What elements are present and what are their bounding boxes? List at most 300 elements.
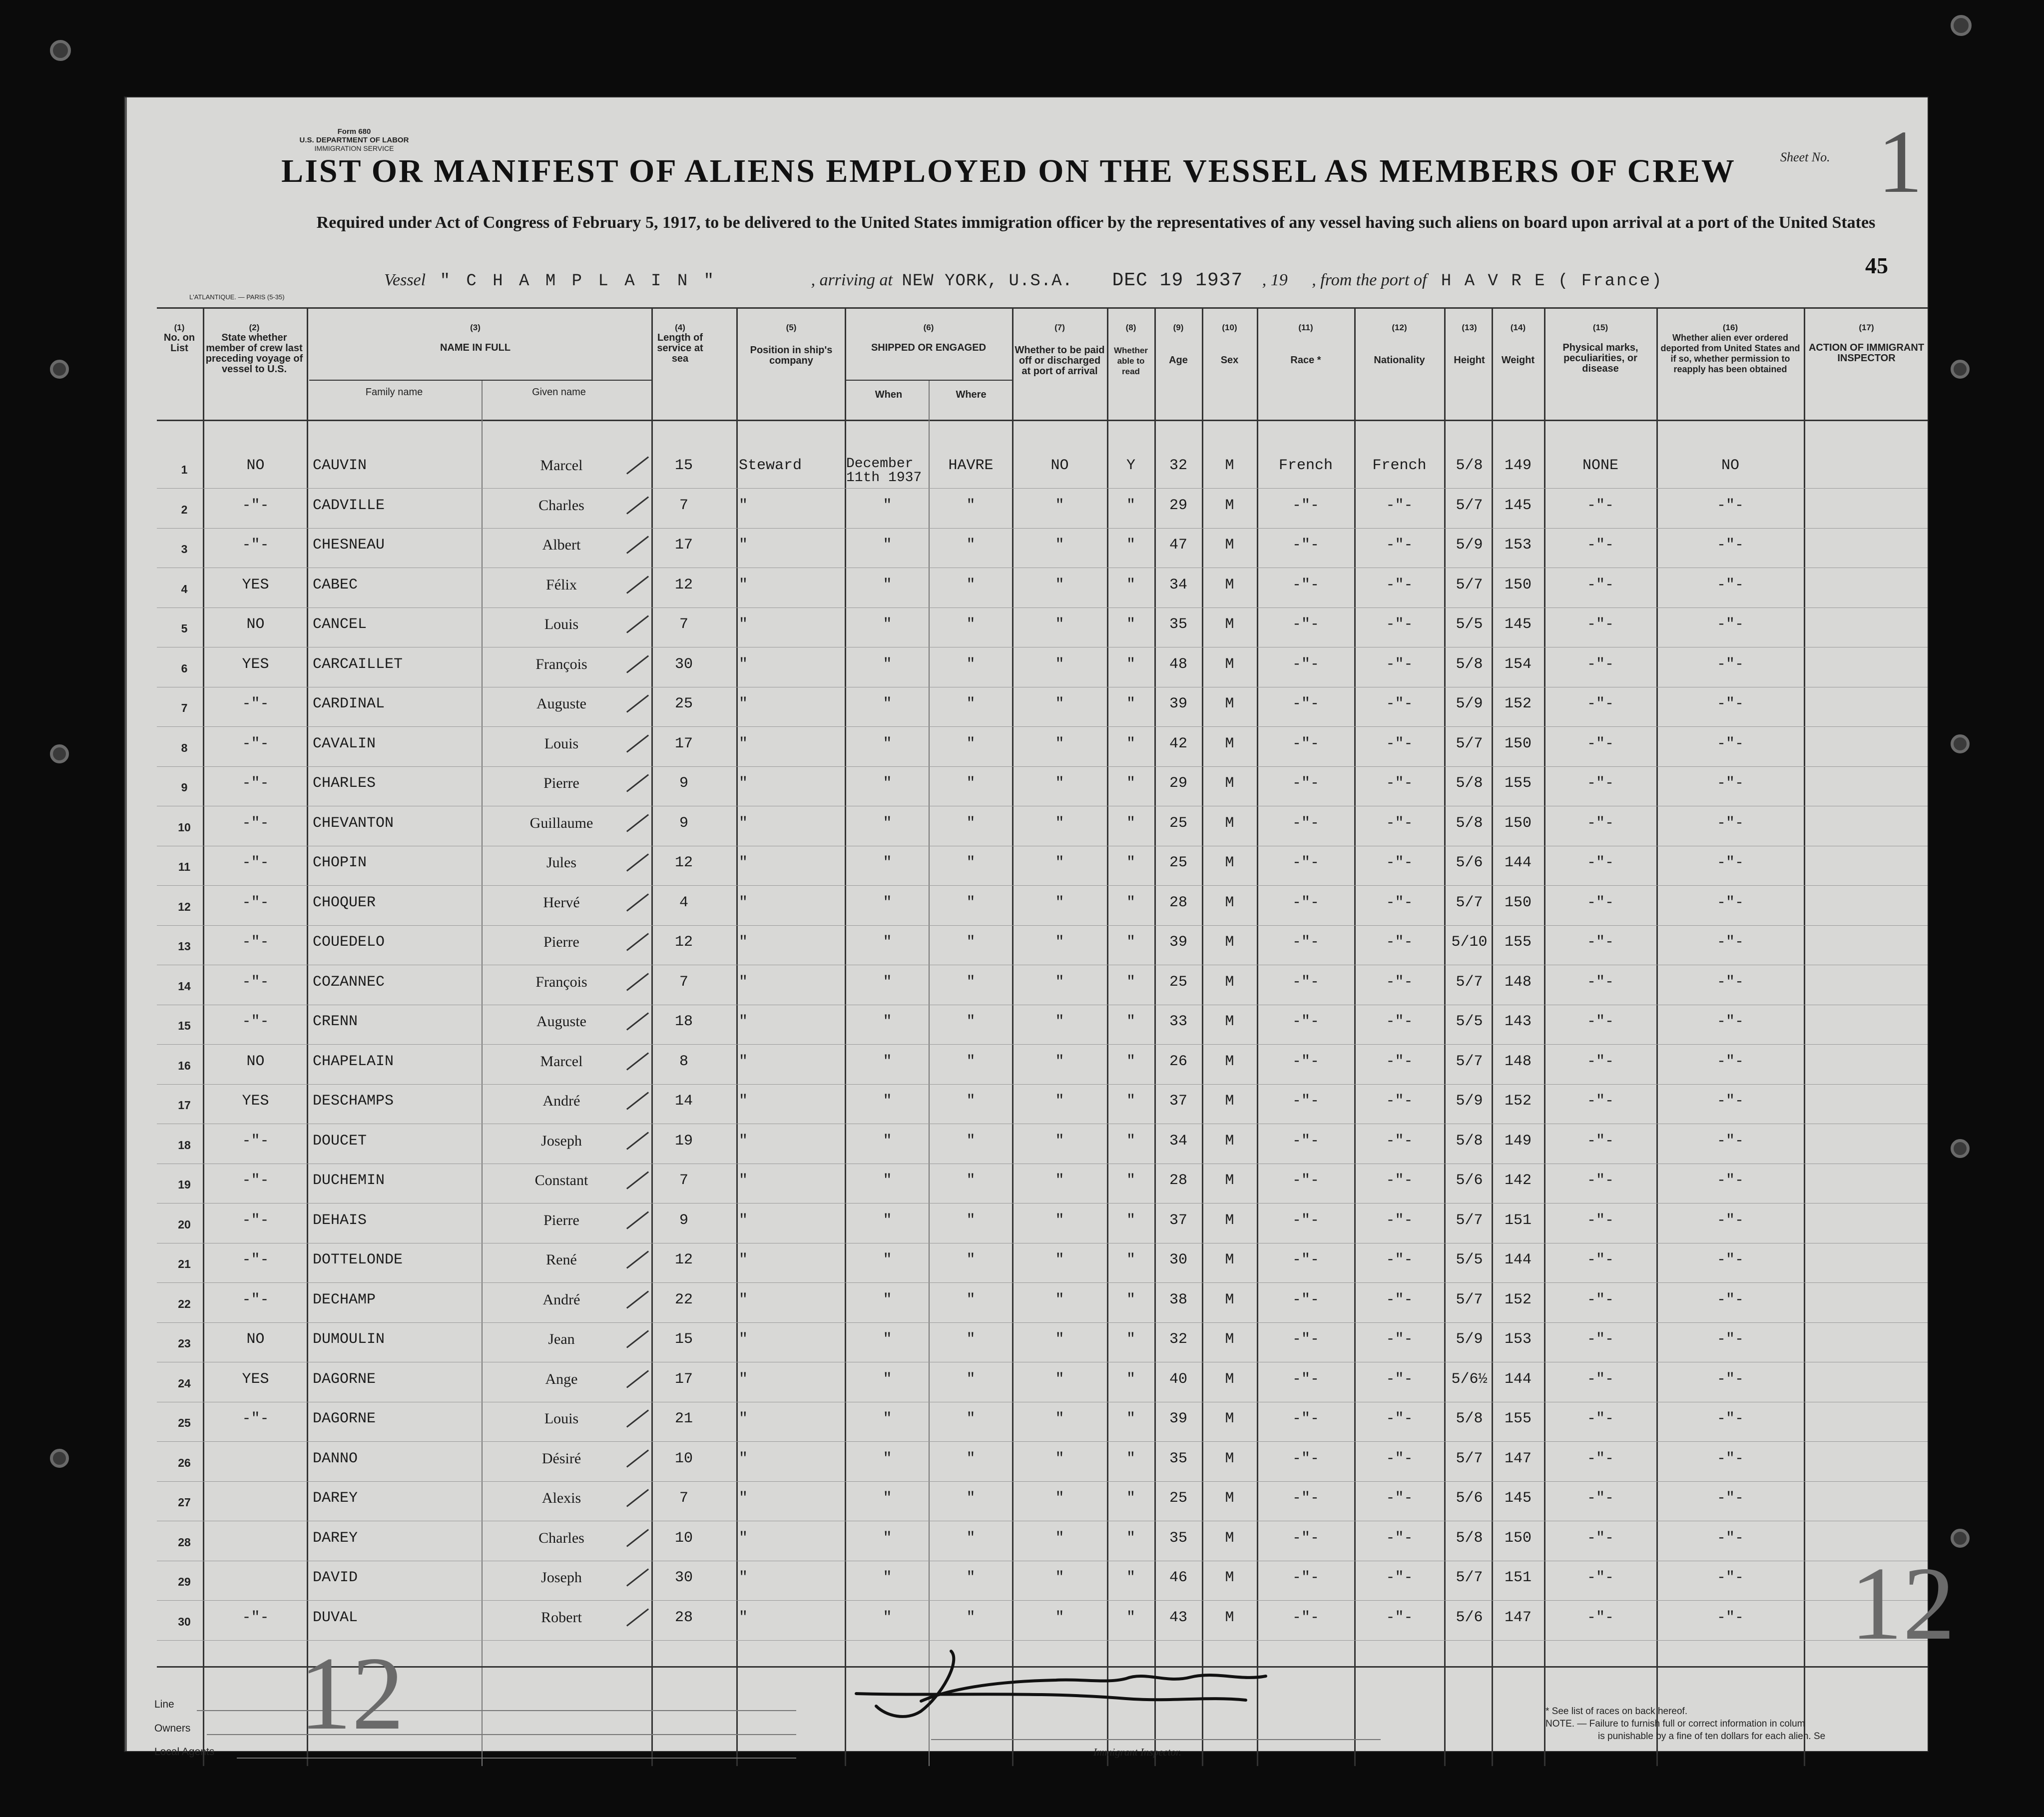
position-cell: " bbox=[739, 1410, 748, 1427]
given-name-cell: André bbox=[542, 1093, 580, 1109]
engaged-when-cell: " bbox=[883, 1211, 892, 1229]
engaged-where-cell: " bbox=[966, 1569, 976, 1586]
height-cell: 5/7 bbox=[1456, 735, 1483, 752]
nationality-cell: -"- bbox=[1386, 1370, 1413, 1388]
deported-cell: -"- bbox=[1716, 934, 1744, 951]
physical-marks-cell: -"- bbox=[1586, 655, 1614, 673]
paid-off-cell: " bbox=[1055, 655, 1064, 673]
given-name-cell: Jean bbox=[548, 1331, 575, 1347]
service-length-cell: 7 bbox=[679, 973, 688, 991]
physical-marks-cell: NONE bbox=[1582, 457, 1618, 474]
service-length-cell: 18 bbox=[674, 1013, 693, 1030]
row-number: 8 bbox=[181, 741, 188, 754]
row-number: 19 bbox=[178, 1178, 191, 1191]
family-name-header: Family name bbox=[365, 387, 423, 398]
age-cell: 35 bbox=[1169, 1450, 1187, 1467]
able-to-read-cell: " bbox=[1126, 735, 1135, 752]
prev-voyage-cell: -"- bbox=[242, 1172, 269, 1189]
deported-cell: -"- bbox=[1716, 497, 1744, 514]
paid-off-cell: " bbox=[1055, 1093, 1064, 1110]
age-cell: 25 bbox=[1169, 1490, 1187, 1507]
nationality-cell: -"- bbox=[1386, 1490, 1413, 1507]
weight-cell: 145 bbox=[1504, 1490, 1532, 1507]
row-number: 29 bbox=[178, 1575, 191, 1588]
race-cell: -"- bbox=[1292, 1172, 1319, 1189]
family-name-cell: DANNO bbox=[313, 1450, 358, 1467]
service-length-cell: 12 bbox=[674, 934, 693, 951]
engaged-when-cell: " bbox=[883, 854, 892, 871]
able-to-read-cell: " bbox=[1126, 1251, 1135, 1268]
able-to-read-cell: Y bbox=[1126, 457, 1135, 474]
family-name-cell: CHAPELAIN bbox=[313, 1053, 394, 1070]
physical-marks-cell: -"- bbox=[1586, 1410, 1614, 1427]
prev-voyage-cell: -"- bbox=[242, 1211, 269, 1229]
physical-marks-cell: -"- bbox=[1586, 1172, 1614, 1189]
prev-voyage-cell: NO bbox=[246, 1053, 265, 1070]
service-length-cell: 17 bbox=[674, 537, 693, 554]
row-divider bbox=[157, 607, 1928, 608]
paid-off-cell: " bbox=[1055, 1370, 1064, 1388]
col-8-header: (8) Whether able to read bbox=[1114, 323, 1148, 376]
service-length-cell: 7 bbox=[679, 1172, 688, 1189]
engaged-when-cell: " bbox=[883, 1251, 892, 1268]
engaged-when-cell: " bbox=[883, 894, 892, 911]
height-cell: 5/7 bbox=[1456, 1053, 1483, 1070]
physical-marks-cell: -"- bbox=[1586, 1211, 1614, 1229]
paid-off-cell: " bbox=[1055, 1410, 1064, 1427]
family-name-cell: DUVAL bbox=[313, 1609, 358, 1626]
engaged-where-cell: " bbox=[966, 814, 976, 832]
punch-hole bbox=[1951, 15, 1972, 36]
nationality-cell: -"- bbox=[1386, 814, 1413, 832]
sex-cell: M bbox=[1225, 457, 1234, 474]
note-races: * See list of races on back hereof. bbox=[1545, 1706, 1688, 1717]
given-name-cell: André bbox=[542, 1291, 580, 1308]
paid-off-cell: " bbox=[1055, 934, 1064, 951]
sex-cell: M bbox=[1225, 616, 1234, 633]
sex-cell: M bbox=[1225, 1490, 1234, 1507]
race-cell: French bbox=[1278, 457, 1333, 474]
col-1-header: (1) No. on List bbox=[163, 323, 195, 354]
deported-cell: -"- bbox=[1716, 537, 1744, 554]
physical-marks-cell: -"- bbox=[1586, 1450, 1614, 1467]
position-cell: " bbox=[739, 1370, 748, 1388]
age-cell: 35 bbox=[1169, 616, 1187, 633]
row-number: 20 bbox=[178, 1217, 191, 1231]
able-to-read-cell: " bbox=[1126, 1132, 1135, 1150]
row-number: 1 bbox=[181, 463, 188, 476]
physical-marks-cell: -"- bbox=[1586, 854, 1614, 871]
paid-off-cell: " bbox=[1055, 1211, 1064, 1229]
prev-voyage-cell: -"- bbox=[242, 695, 269, 712]
paid-off-cell: " bbox=[1055, 576, 1064, 594]
physical-marks-cell: -"- bbox=[1586, 1053, 1614, 1070]
family-name-cell: CHARLES bbox=[313, 775, 376, 792]
punch-hole bbox=[50, 744, 69, 763]
height-cell: 5/9 bbox=[1456, 537, 1483, 554]
age-cell: 32 bbox=[1169, 1331, 1187, 1348]
prev-voyage-cell: NO bbox=[246, 457, 265, 474]
race-cell: -"- bbox=[1292, 1529, 1319, 1547]
given-name-cell: Pierre bbox=[543, 934, 579, 950]
engaged-when-cell: " bbox=[883, 1450, 892, 1467]
physical-marks-cell: -"- bbox=[1586, 1013, 1614, 1030]
owners-label: Owners bbox=[154, 1723, 191, 1734]
given-name-cell: Louis bbox=[544, 735, 579, 752]
age-cell: 25 bbox=[1169, 973, 1187, 991]
family-name-cell: DUCHEMIN bbox=[313, 1172, 385, 1189]
age-cell: 28 bbox=[1169, 1172, 1187, 1189]
physical-marks-cell: -"- bbox=[1586, 775, 1614, 792]
weight-cell: 149 bbox=[1504, 1132, 1532, 1150]
row-number: 7 bbox=[181, 701, 188, 714]
position-cell: " bbox=[739, 1172, 748, 1189]
physical-marks-cell: -"- bbox=[1586, 1370, 1614, 1388]
weight-cell: 155 bbox=[1504, 1410, 1532, 1427]
engaged-where-cell: " bbox=[966, 934, 976, 951]
race-cell: -"- bbox=[1292, 1211, 1319, 1229]
engaged-when-cell: " bbox=[883, 1053, 892, 1070]
able-to-read-cell: " bbox=[1126, 1013, 1135, 1030]
deported-cell: -"- bbox=[1716, 894, 1744, 911]
engaged-when-cell: " bbox=[883, 973, 892, 991]
service-length-cell: 22 bbox=[674, 1291, 693, 1308]
col-4-header: (4) Length of service at sea bbox=[657, 323, 703, 364]
family-name-cell: DECHAMP bbox=[313, 1291, 376, 1308]
height-cell: 5/6½ bbox=[1451, 1370, 1488, 1388]
engaged-where-cell: " bbox=[966, 1450, 976, 1467]
physical-marks-cell: -"- bbox=[1586, 1331, 1614, 1348]
row-divider bbox=[157, 885, 1928, 886]
position-cell: " bbox=[739, 616, 748, 633]
row-number: 30 bbox=[178, 1615, 191, 1628]
sex-cell: M bbox=[1225, 775, 1234, 792]
service-length-cell: 7 bbox=[679, 497, 688, 514]
engaged-where-cell: HAVRE bbox=[948, 457, 994, 474]
prev-voyage-cell: -"- bbox=[242, 814, 269, 832]
physical-marks-cell: -"- bbox=[1586, 616, 1614, 633]
paid-off-cell: " bbox=[1055, 973, 1064, 991]
sex-cell: M bbox=[1225, 695, 1234, 712]
height-cell: 5/6 bbox=[1456, 1490, 1483, 1507]
engaged-when-cell: " bbox=[883, 1490, 892, 1507]
service-length-cell: 19 bbox=[674, 1132, 693, 1150]
paid-off-cell: " bbox=[1055, 1490, 1064, 1507]
col-13-header: (13) Height bbox=[1454, 323, 1485, 366]
nationality-cell: -"- bbox=[1386, 1291, 1413, 1308]
paid-off-cell: " bbox=[1055, 1291, 1064, 1308]
row-number: 21 bbox=[178, 1257, 191, 1270]
given-name-cell: François bbox=[535, 973, 587, 990]
where-header: Where bbox=[956, 389, 987, 400]
service-length-cell: 7 bbox=[679, 1490, 688, 1507]
form-header bbox=[292, 127, 417, 153]
col-15-header: (15) Physical marks, peculiarities, or disease bbox=[1562, 323, 1638, 374]
position-cell: " bbox=[739, 1450, 748, 1467]
height-cell: 5/7 bbox=[1456, 894, 1483, 911]
family-name-cell: CABEC bbox=[313, 576, 358, 594]
race-cell: -"- bbox=[1292, 894, 1319, 911]
row-number: 10 bbox=[178, 820, 191, 834]
engaged-when-cell: " bbox=[883, 576, 892, 594]
punch-hole bbox=[1951, 360, 1970, 379]
prev-voyage-cell: -"- bbox=[242, 1013, 269, 1030]
able-to-read-cell: " bbox=[1126, 1609, 1135, 1626]
height-cell: 5/5 bbox=[1456, 616, 1483, 633]
family-name-cell: CHEVANTON bbox=[313, 814, 394, 832]
able-to-read-cell: " bbox=[1126, 497, 1135, 514]
position-cell: " bbox=[739, 1251, 748, 1268]
vessel-label: Vessel bbox=[384, 271, 426, 289]
able-to-read-cell: " bbox=[1126, 1529, 1135, 1547]
able-to-read-cell: " bbox=[1126, 576, 1135, 594]
row-number: 2 bbox=[181, 503, 188, 516]
age-cell: 28 bbox=[1169, 894, 1187, 911]
height-cell: 5/9 bbox=[1456, 1093, 1483, 1110]
service-length-cell: 8 bbox=[679, 1053, 688, 1070]
race-cell: -"- bbox=[1292, 1370, 1319, 1388]
row-number: 6 bbox=[181, 661, 188, 675]
service-length-cell: 15 bbox=[674, 1331, 693, 1348]
weight-cell: 144 bbox=[1504, 1370, 1532, 1388]
height-cell: 5/6 bbox=[1456, 1609, 1483, 1626]
engaged-where-cell: " bbox=[966, 1093, 976, 1110]
nationality-cell: -"- bbox=[1386, 537, 1413, 554]
given-name-cell: Ange bbox=[545, 1370, 578, 1387]
sex-cell: M bbox=[1225, 1331, 1234, 1348]
age-cell: 34 bbox=[1169, 576, 1187, 594]
engaged-when-cell: " bbox=[883, 537, 892, 554]
nationality-cell: -"- bbox=[1386, 576, 1413, 594]
row-number: 17 bbox=[178, 1099, 191, 1112]
row-number: 25 bbox=[178, 1416, 191, 1429]
paid-off-cell: " bbox=[1055, 814, 1064, 832]
weight-cell: 148 bbox=[1504, 1053, 1532, 1070]
race-cell: -"- bbox=[1292, 576, 1319, 594]
age-cell: 38 bbox=[1169, 1291, 1187, 1308]
race-cell: -"- bbox=[1292, 1609, 1319, 1626]
paid-off-cell: " bbox=[1055, 1013, 1064, 1030]
nationality-cell: -"- bbox=[1386, 1410, 1413, 1427]
weight-cell: 152 bbox=[1504, 1093, 1532, 1110]
required-text: Required under Act of Congress of February 5, 1917, to be delivered to the United States immigration officer by the representatives of any vessel having such aliens on board upon arrival at a port of the United States bbox=[316, 213, 1876, 232]
age-cell: 37 bbox=[1169, 1093, 1187, 1110]
prev-voyage-cell: -"- bbox=[242, 497, 269, 514]
sex-cell: M bbox=[1225, 1609, 1234, 1626]
deported-cell: -"- bbox=[1716, 973, 1744, 991]
position-cell: " bbox=[739, 1609, 748, 1626]
race-cell: -"- bbox=[1292, 497, 1319, 514]
col-11-header: (11) Race * bbox=[1290, 323, 1321, 366]
sex-cell: M bbox=[1225, 497, 1234, 514]
physical-marks-cell: -"- bbox=[1586, 735, 1614, 752]
service-length-cell: 7 bbox=[679, 616, 688, 633]
height-cell: 5/7 bbox=[1456, 1569, 1483, 1586]
manifest-sheet bbox=[125, 97, 1955, 1758]
from-port: H A V R E ( France) bbox=[1441, 272, 1663, 291]
nationality-cell: -"- bbox=[1386, 1132, 1413, 1150]
deported-cell: -"- bbox=[1716, 1609, 1744, 1626]
weight-cell: 142 bbox=[1504, 1172, 1532, 1189]
nationality-cell: -"- bbox=[1386, 1211, 1413, 1229]
row-divider bbox=[157, 488, 1928, 489]
weight-cell: 150 bbox=[1504, 735, 1532, 752]
able-to-read-cell: " bbox=[1126, 934, 1135, 951]
race-cell: -"- bbox=[1292, 1093, 1319, 1110]
race-cell: -"- bbox=[1292, 814, 1319, 832]
engaged-when-cell: " bbox=[883, 1529, 892, 1547]
family-name-cell: COUEDELO bbox=[313, 934, 385, 951]
height-cell: 5/8 bbox=[1456, 775, 1483, 792]
weight-cell: 154 bbox=[1504, 655, 1532, 673]
position-cell: " bbox=[739, 1291, 748, 1308]
position-cell: " bbox=[739, 497, 748, 514]
engaged-when-cell: " bbox=[883, 497, 892, 514]
sex-cell: M bbox=[1225, 537, 1234, 554]
engaged-when-cell: " bbox=[883, 1013, 892, 1030]
engaged-where-cell: " bbox=[966, 1211, 976, 1229]
physical-marks-cell: -"- bbox=[1586, 537, 1614, 554]
physical-marks-cell: -"- bbox=[1586, 894, 1614, 911]
height-cell: 5/7 bbox=[1456, 1450, 1483, 1467]
deported-cell: -"- bbox=[1716, 1569, 1744, 1586]
engaged-when-cell: " bbox=[883, 616, 892, 633]
engaged-where-cell: " bbox=[966, 894, 976, 911]
weight-cell: 148 bbox=[1504, 973, 1532, 991]
sex-cell: M bbox=[1225, 1529, 1234, 1547]
service-length-cell: 9 bbox=[679, 1211, 688, 1229]
col-12-header: (12) Nationality bbox=[1374, 323, 1425, 366]
nationality-cell: French bbox=[1372, 457, 1427, 474]
service-length-cell: 12 bbox=[674, 854, 693, 871]
col-2-header: (2) State whether member of crew last preceding voyage of vessel to U.S. bbox=[205, 323, 303, 375]
able-to-read-cell: " bbox=[1126, 1569, 1135, 1586]
weight-cell: 155 bbox=[1504, 775, 1532, 792]
sex-cell: M bbox=[1225, 1132, 1234, 1150]
height-cell: 5/8 bbox=[1456, 1529, 1483, 1547]
family-name-cell: DAREY bbox=[313, 1529, 358, 1547]
deported-cell: -"- bbox=[1716, 1410, 1744, 1427]
physical-marks-cell: -"- bbox=[1586, 1093, 1614, 1110]
nationality-cell: -"- bbox=[1386, 1529, 1413, 1547]
nationality-cell: -"- bbox=[1386, 1251, 1413, 1268]
sex-cell: M bbox=[1225, 1370, 1234, 1388]
paid-off-cell: " bbox=[1055, 1053, 1064, 1070]
weight-cell: 152 bbox=[1504, 695, 1532, 712]
able-to-read-cell: " bbox=[1126, 1410, 1135, 1427]
able-to-read-cell: " bbox=[1126, 1093, 1135, 1110]
weight-cell: 147 bbox=[1504, 1450, 1532, 1467]
position-cell: " bbox=[739, 695, 748, 712]
note-failure: NOTE. — Failure to furnish full or correct information in colum bbox=[1545, 1719, 1805, 1729]
race-cell: -"- bbox=[1292, 655, 1319, 673]
given-name-cell: Auguste bbox=[536, 695, 586, 712]
row-number: 13 bbox=[178, 940, 191, 953]
given-name-cell: Auguste bbox=[536, 1013, 586, 1030]
given-name-cell: Désiré bbox=[541, 1450, 581, 1467]
paid-off-cell: " bbox=[1055, 775, 1064, 792]
service: IMMIGRATION SERVICE bbox=[314, 144, 394, 152]
position-cell: " bbox=[739, 576, 748, 594]
age-cell: 34 bbox=[1169, 1132, 1187, 1150]
paid-off-cell: " bbox=[1055, 695, 1064, 712]
row-number: 23 bbox=[178, 1337, 191, 1350]
sex-cell: M bbox=[1225, 1410, 1234, 1427]
sex-cell: M bbox=[1225, 1569, 1234, 1586]
position-cell: " bbox=[739, 1053, 748, 1070]
family-name-cell: CHOPIN bbox=[313, 854, 367, 871]
paid-off-cell: " bbox=[1055, 1251, 1064, 1268]
deported-cell: -"- bbox=[1716, 1053, 1744, 1070]
race-cell: -"- bbox=[1292, 1013, 1319, 1030]
engaged-where-cell: " bbox=[966, 1370, 976, 1388]
weight-cell: 155 bbox=[1504, 934, 1532, 951]
paid-off-cell: " bbox=[1055, 1132, 1064, 1150]
race-cell: -"- bbox=[1292, 1490, 1319, 1507]
paid-off-cell: " bbox=[1055, 616, 1064, 633]
weight-cell: 144 bbox=[1504, 1251, 1532, 1268]
weight-cell: 151 bbox=[1504, 1211, 1532, 1229]
height-cell: 5/5 bbox=[1456, 1013, 1483, 1030]
inspector-label: Immigrant Inspector. bbox=[1093, 1746, 1182, 1758]
deported-cell: -"- bbox=[1716, 1331, 1744, 1348]
weight-cell: 150 bbox=[1504, 814, 1532, 832]
race-cell: -"- bbox=[1292, 616, 1319, 633]
punch-hole bbox=[50, 1449, 69, 1468]
age-cell: 33 bbox=[1169, 1013, 1187, 1030]
given-name-cell: Marcel bbox=[540, 1053, 583, 1070]
sex-cell: M bbox=[1225, 655, 1234, 673]
prev-voyage-cell: -"- bbox=[242, 973, 269, 991]
prev-voyage-cell: NO bbox=[246, 1331, 265, 1348]
nationality-cell: -"- bbox=[1386, 854, 1413, 871]
service-length-cell: 21 bbox=[674, 1410, 693, 1427]
able-to-read-cell: " bbox=[1126, 537, 1135, 554]
service-length-cell: 9 bbox=[679, 814, 688, 832]
able-to-read-cell: " bbox=[1126, 1172, 1135, 1189]
position-cell: " bbox=[739, 1529, 748, 1547]
prev-voyage-cell: -"- bbox=[242, 537, 269, 554]
race-cell: -"- bbox=[1292, 973, 1319, 991]
sheet-number: 1 bbox=[1878, 112, 1923, 211]
engaged-when-cell: " bbox=[883, 1609, 892, 1626]
row-number: 15 bbox=[178, 1019, 191, 1032]
race-cell: -"- bbox=[1292, 1569, 1319, 1586]
age-cell: 25 bbox=[1169, 854, 1187, 871]
family-name-cell: CHOQUER bbox=[313, 894, 376, 911]
nationality-cell: -"- bbox=[1386, 1609, 1413, 1626]
deported-cell: -"- bbox=[1716, 695, 1744, 712]
engaged-where-cell: " bbox=[966, 1529, 976, 1547]
engaged-where-cell: " bbox=[966, 1172, 976, 1189]
engaged-when-cell: " bbox=[883, 1291, 892, 1308]
family-name-cell: DAGORNE bbox=[313, 1410, 376, 1427]
prev-voyage-cell: -"- bbox=[242, 775, 269, 792]
nationality-cell: -"- bbox=[1386, 1053, 1413, 1070]
sex-cell: M bbox=[1225, 1013, 1234, 1030]
family-name-cell: CARDINAL bbox=[313, 695, 385, 712]
position-cell: " bbox=[739, 1132, 748, 1150]
height-cell: 5/5 bbox=[1456, 1251, 1483, 1268]
prev-voyage-cell: -"- bbox=[242, 1410, 269, 1427]
engaged-where-cell: " bbox=[966, 1291, 976, 1308]
col-10-header: (10) Sex bbox=[1220, 323, 1239, 366]
weight-cell: 151 bbox=[1504, 1569, 1532, 1586]
deported-cell: -"- bbox=[1716, 655, 1744, 673]
engaged-where-cell: " bbox=[966, 1410, 976, 1427]
position-cell: " bbox=[739, 775, 748, 792]
engaged-where-cell: " bbox=[966, 1609, 976, 1626]
